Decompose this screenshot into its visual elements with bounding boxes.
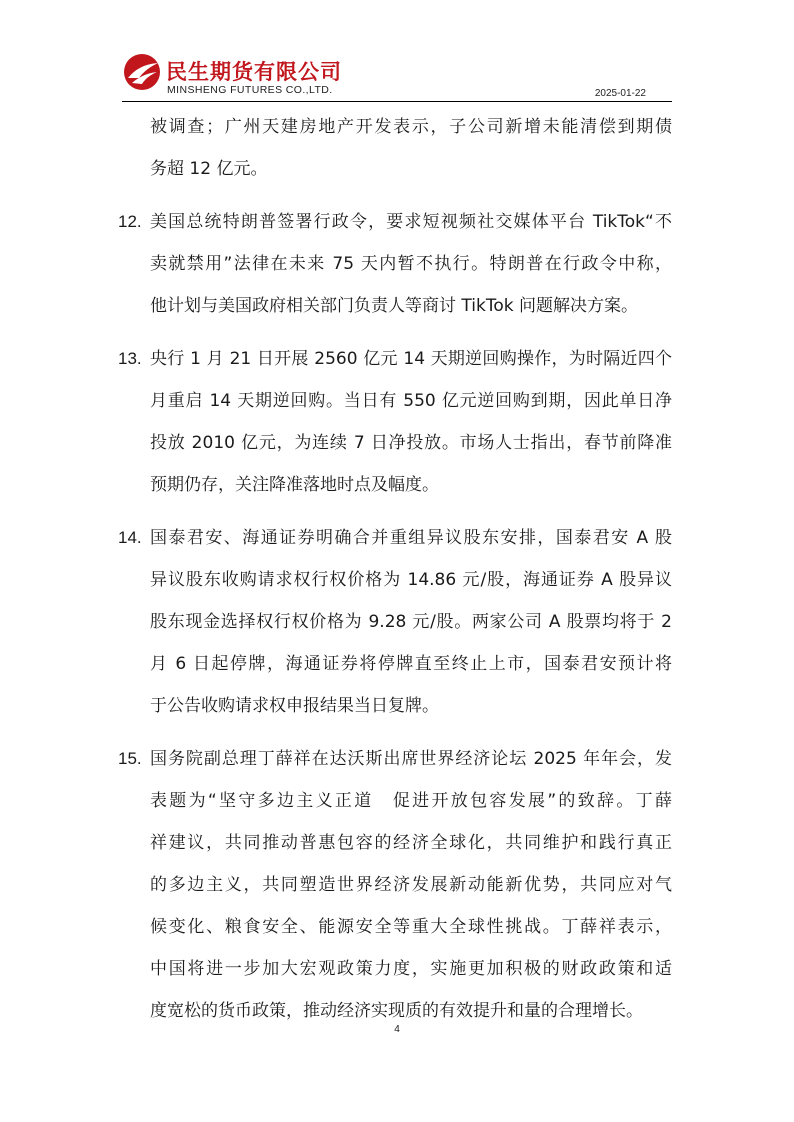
company-name-cn: 民生期货有限公司 <box>166 60 342 84</box>
text-line: 国务院副总理丁薛祥在达沃斯出席世界经济论坛 2025 年年会，发 <box>150 749 672 769</box>
text-line: 度宽松的货币政策，推动经济实现质的有效提升和量的合理增长。 <box>150 1001 643 1021</box>
minsheng-logo-icon <box>122 52 162 92</box>
text-line: 美国总统特朗普签署行政令，要求短视频社交媒体平台 TikTok“不 <box>150 212 672 232</box>
text-line: 卖就禁用”法律在未来 75 天内暂不执行。特朗普在行政令中称， <box>150 254 672 274</box>
news-item <box>150 106 672 190</box>
news-item <box>118 738 672 1032</box>
item-number: 14. <box>118 528 142 547</box>
page-header <box>0 0 794 110</box>
text-line: 预期仍存，关注降准落地时点及幅度。 <box>150 475 439 495</box>
text-line: 他计划与美国政府相关部门负责人等商讨 TikTok 问题解决方案。 <box>150 296 638 316</box>
company-name-en: MINSHENG FUTURES CO.,LTD. <box>167 84 333 96</box>
text-line: 央行 1 月 21 日开展 2560 亿元 14 天期逆回购操作，为时隔近四个 <box>150 349 672 369</box>
news-item <box>118 338 672 506</box>
paragraph-gap <box>0 327 794 338</box>
text-line: 于公告收购请求权申报结果当日复牌。 <box>150 696 439 716</box>
page-number: 4 <box>394 1024 400 1035</box>
report-date: 2025-01-22 <box>594 88 646 99</box>
text-line: 祥建议，共同推动普惠包容的经济全球化，共同维护和践行真正 <box>150 833 672 853</box>
item-number: 13. <box>118 349 142 368</box>
text-line: 国泰君安、海通证券明确合并重组异议股东安排，国泰君安 A 股 <box>150 528 672 548</box>
news-item <box>118 517 672 727</box>
text-line: 月重启 14 天期逆回购。当日有 550 亿元逆回购到期，因此单日净 <box>150 391 672 411</box>
text-line: 异议股东收购请求权行权价格为 14.86 元/股，海通证券 A 股异议 <box>150 570 672 590</box>
text-line: 月 6 日起停牌，海通证券将停牌直至终止上市，国泰君安预计将 <box>150 654 672 674</box>
news-list <box>0 106 794 1032</box>
text-line: 股东现金选择权行权价格为 9.28 元/股。两家公司 A 股票均将于 2 <box>150 612 672 632</box>
paragraph-gap <box>0 506 794 517</box>
news-item <box>118 201 672 327</box>
paragraph-gap <box>0 727 794 738</box>
header-divider <box>122 101 672 102</box>
text-line: 的多边主义，共同塑造世界经济发展新动能新优势，共同应对气 <box>150 875 672 895</box>
item-number: 12. <box>118 212 142 231</box>
text-line: 表题为“坚守多边主义正道 促进开放包容发展”的致辞。丁薛 <box>150 791 672 811</box>
item-number: 15. <box>118 749 142 768</box>
text-line: 务超 12 亿元。 <box>150 159 268 179</box>
paragraph-gap <box>0 190 794 201</box>
text-line: 中国将进一步加大宏观政策力度，实施更加积极的财政政策和适 <box>150 959 672 979</box>
text-line: 被调查；广州天建房地产开发表示，子公司新增未能清偿到期债 <box>150 117 672 137</box>
text-line: 候变化、粮食安全、能源安全等重大全球性挑战。丁薛祥表示， <box>150 917 672 937</box>
text-line: 投放 2010 亿元，为连续 7 日净投放。市场人士指出，春节前降准 <box>150 433 672 453</box>
